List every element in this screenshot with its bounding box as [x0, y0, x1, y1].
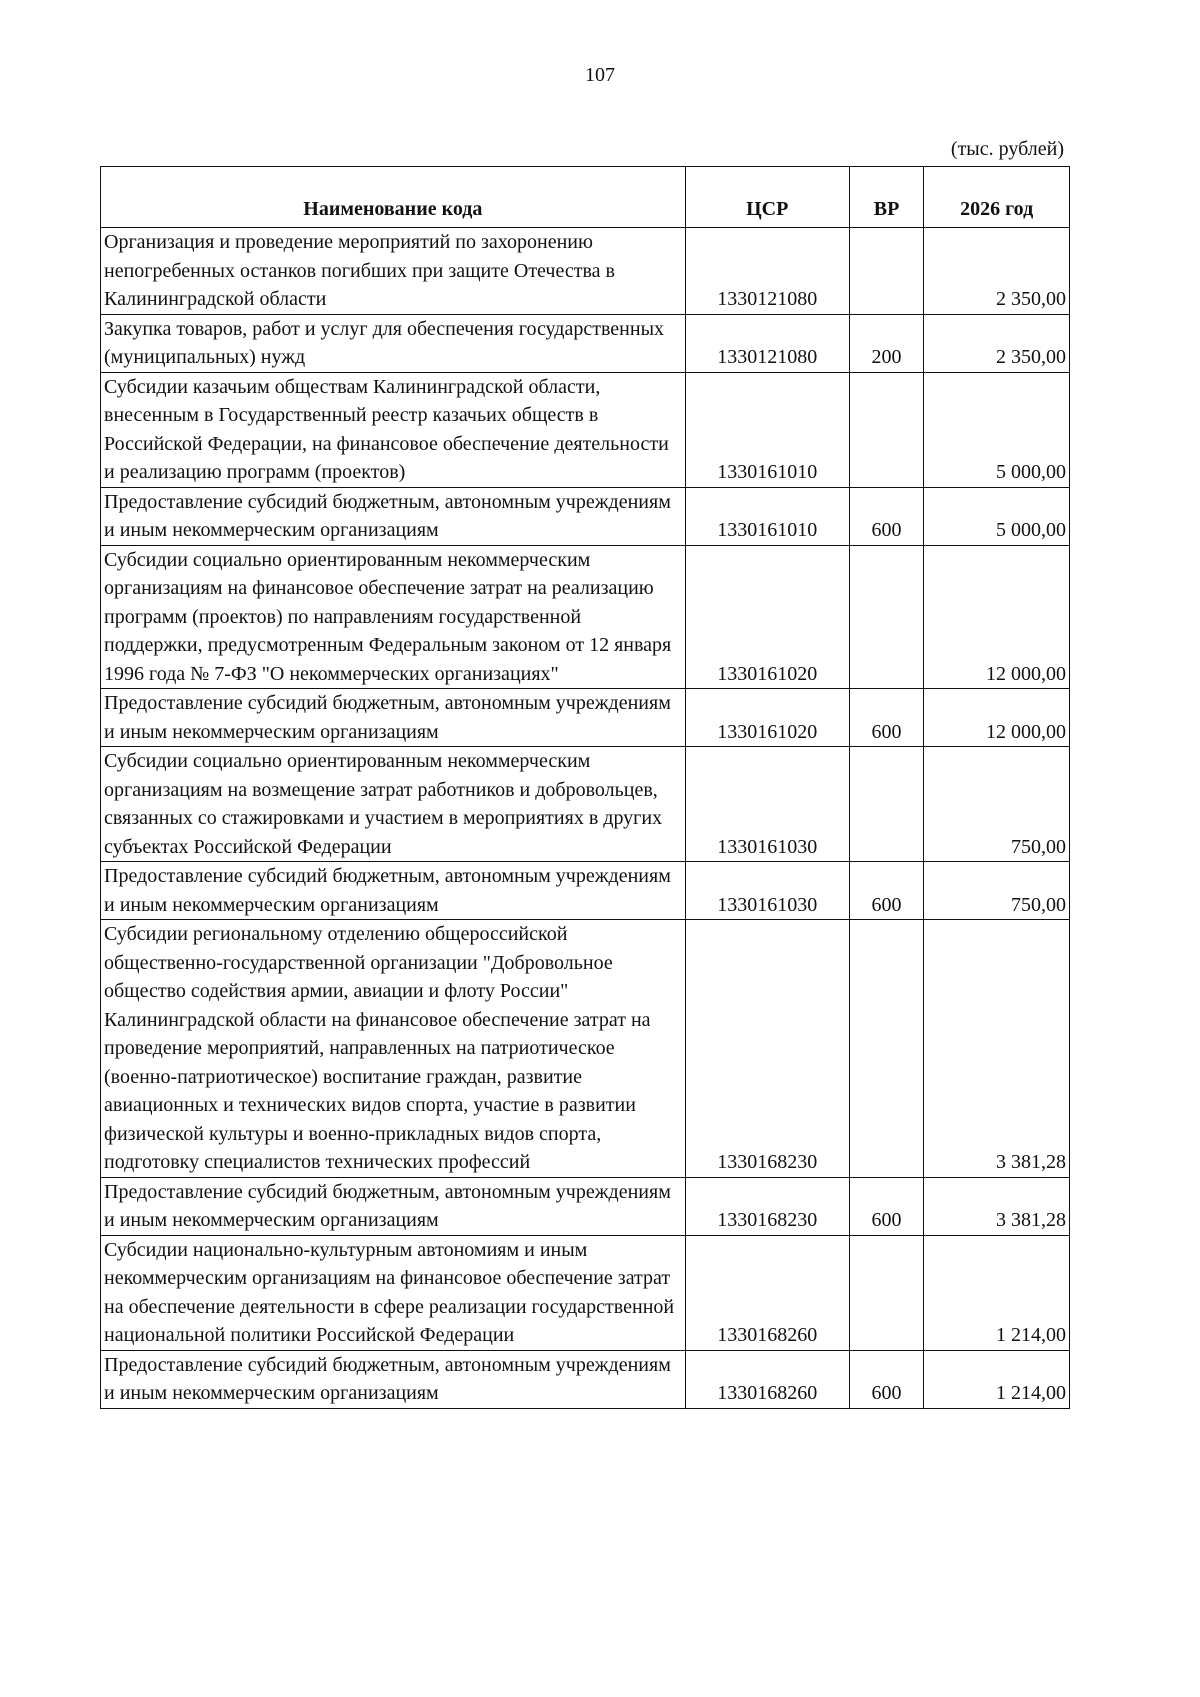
row-amount: 12 000,00 — [924, 689, 1070, 747]
table-row — [101, 1235, 1070, 1350]
row-csr: 1330121080 — [685, 314, 849, 372]
row-amount: 3 381,28 — [924, 1177, 1070, 1235]
row-amount: 2 350,00 — [924, 228, 1070, 315]
table-row — [101, 487, 1070, 545]
row-name: Предоставление субсидий бюджетным, автономным учреждениям и иным некоммерческим организациям — [101, 1177, 686, 1235]
table-row — [101, 920, 1070, 1178]
row-name: Субсидии казачьим обществам Калининградской области, внесенным в Государственный реестр казачьих обществ в Российской Федерации, на финансовое обеспечение деятельности и реализацию программ (проектов) — [101, 372, 686, 487]
row-csr: 1330161020 — [685, 545, 849, 689]
row-vr: 600 — [849, 862, 923, 920]
row-vr — [849, 920, 923, 1178]
units-label: (тыс. рублей) — [950, 138, 1064, 160]
row-csr: 1330168230 — [685, 920, 849, 1178]
header-name: Наименование кода — [101, 167, 686, 228]
table-row — [101, 1350, 1070, 1408]
table-row — [101, 545, 1070, 689]
row-vr — [849, 1235, 923, 1350]
header-year: 2026 год — [924, 167, 1070, 228]
table-row — [101, 314, 1070, 372]
row-name: Предоставление субсидий бюджетным, автономным учреждениям и иным некоммерческим организациям — [101, 487, 686, 545]
row-name: Предоставление субсидий бюджетным, автономным учреждениям и иным некоммерческим организациям — [101, 1350, 686, 1408]
row-vr — [849, 372, 923, 487]
row-amount: 1 214,00 — [924, 1235, 1070, 1350]
table-row — [101, 747, 1070, 862]
row-amount: 2 350,00 — [924, 314, 1070, 372]
row-name: Организация и проведение мероприятий по захоронению непогребенных останков погибших при защите Отечества в Калининградской области — [101, 228, 686, 315]
row-csr: 1330168260 — [685, 1235, 849, 1350]
row-amount: 12 000,00 — [924, 545, 1070, 689]
row-name: Предоставление субсидий бюджетным, автономным учреждениям и иным некоммерческим организациям — [101, 862, 686, 920]
table-row — [101, 372, 1070, 487]
row-name: Субсидии социально ориентированным некоммерческим организациям на финансовое обеспечение затрат на реализацию программ (проектов) по направлениям государственной поддержки, предусмотренным Федеральным законом от 12 января 1996 года № 7-ФЗ "О некоммерческих организациях" — [101, 545, 686, 689]
row-csr: 1330168260 — [685, 1350, 849, 1408]
table-row — [101, 862, 1070, 920]
row-vr — [849, 545, 923, 689]
row-amount: 5 000,00 — [924, 372, 1070, 487]
row-name: Субсидии национально-культурным автономиям и иным некоммерческим организациям на финансовое обеспечение затрат на обеспечение деятельности в сфере реализации государственной национальной политики Российской Федерации — [101, 1235, 686, 1350]
table-row — [101, 689, 1070, 747]
row-vr — [849, 747, 923, 862]
row-csr: 1330121080 — [685, 228, 849, 315]
header-vr: ВР — [849, 167, 923, 228]
row-name: Субсидии социально ориентированным некоммерческим организациям на возмещение затрат работников и добровольцев, связанных со стажировками и участием в мероприятиях в других субъектах Российской Федерации — [101, 747, 686, 862]
row-vr: 600 — [849, 689, 923, 747]
row-amount: 750,00 — [924, 862, 1070, 920]
row-csr: 1330161030 — [685, 747, 849, 862]
header-csr: ЦСР — [685, 167, 849, 228]
row-csr: 1330161020 — [685, 689, 849, 747]
row-name: Предоставление субсидий бюджетным, автономным учреждениям и иным некоммерческим организациям — [101, 689, 686, 747]
row-vr: 200 — [849, 314, 923, 372]
row-amount: 750,00 — [924, 747, 1070, 862]
row-vr: 600 — [849, 487, 923, 545]
row-name: Субсидии региональному отделению общероссийской общественно-государственной организации "Добровольное общество содействия армии, авиации и флоту России" Калининградской области на финансовое обеспечение затрат на проведение мероприятий, направленных на патриотическое (военно-патриотическое) воспитание граждан, развитие авиационных и технических видов спорта, участие в развитии физической культуры и военно-прикладных видов спорта, подготовку специалистов технических профессий — [101, 920, 686, 1178]
row-vr: 600 — [849, 1177, 923, 1235]
row-vr — [849, 228, 923, 315]
row-csr: 1330161030 — [685, 862, 849, 920]
budget-table — [100, 166, 1070, 1409]
row-amount: 3 381,28 — [924, 920, 1070, 1178]
row-amount: 1 214,00 — [924, 1350, 1070, 1408]
table-row — [101, 228, 1070, 315]
row-csr: 1330161010 — [685, 487, 849, 545]
row-csr: 1330168230 — [685, 1177, 849, 1235]
page-number: 107 — [585, 64, 615, 86]
row-csr: 1330161010 — [685, 372, 849, 487]
row-name: Закупка товаров, работ и услуг для обеспечения государственных (муниципальных) нужд — [101, 314, 686, 372]
row-amount: 5 000,00 — [924, 487, 1070, 545]
row-vr: 600 — [849, 1350, 923, 1408]
table-row — [101, 1177, 1070, 1235]
table-header-row — [101, 167, 1070, 228]
